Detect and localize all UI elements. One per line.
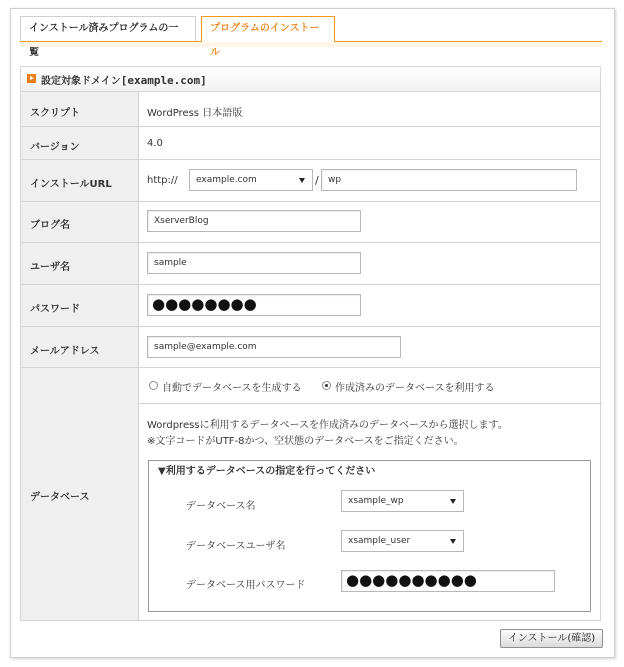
script-label: スクリプト <box>30 108 80 119</box>
tab-install-program[interactable]: プログラムのインストール <box>201 16 335 42</box>
row-divider <box>21 242 600 243</box>
radio-auto-create[interactable] <box>149 381 158 390</box>
domain-value: [example.com] <box>120 74 207 87</box>
version-value: 4.0 <box>147 138 163 149</box>
db-password-input[interactable]: ●●●●●●●●●● <box>341 570 555 592</box>
arrow-bullet-icon <box>27 74 36 83</box>
url-domain-select[interactable] <box>189 169 313 191</box>
dropdown-arrow-icon <box>450 539 456 544</box>
install-confirm-button[interactable]: インストール(確認) <box>500 629 603 648</box>
url-prefix: http:// <box>147 175 178 186</box>
dropdown-arrow-icon <box>299 178 305 183</box>
version-label: バージョン <box>30 142 80 153</box>
db-name-label: データベース名 <box>186 501 256 512</box>
blog-name-label: ブログ名 <box>30 220 70 231</box>
db-fieldset-legend: ▼利用するデータベースの指定を行ってください <box>156 462 377 477</box>
row-divider <box>21 284 600 285</box>
db-name-select[interactable] <box>341 490 464 512</box>
password-input[interactable]: ●●●●●●●● <box>147 294 361 316</box>
row-divider <box>21 367 600 368</box>
password-label: パスワード <box>30 304 80 315</box>
url-separator: / <box>315 174 319 187</box>
database-label: データベース <box>30 492 90 503</box>
radio-use-existing-label: 作成済みのデータベースを利用する <box>335 383 495 394</box>
domain-header-text <box>41 72 207 87</box>
script-value: WordPress 日本語版 <box>147 108 243 119</box>
install-url-label: インストールURL <box>30 179 112 190</box>
db-radio-divider <box>138 403 602 404</box>
tab-underline-gap <box>202 41 334 42</box>
row-divider <box>21 326 600 327</box>
blog-name-input[interactable]: XserverBlog <box>147 210 361 232</box>
row-divider <box>21 201 600 202</box>
domain-header <box>20 66 601 92</box>
db-description-1: Wordpressに利用するデータベースを作成済みのデータベースから選択します。 <box>147 420 508 431</box>
email-input[interactable]: sample@example.com <box>147 336 401 358</box>
db-user-label: データベースユーザ名 <box>186 541 286 552</box>
settings-table <box>20 92 601 621</box>
radio-use-existing[interactable] <box>322 381 331 390</box>
db-user-value: xsample_user <box>348 536 411 546</box>
radio-auto-create-label: 自動でデータベースを生成する <box>162 383 302 394</box>
url-path-input[interactable]: wp <box>321 169 577 191</box>
row-divider <box>21 159 600 160</box>
tab-installed-programs[interactable]: インストール済みプログラムの一覧 <box>20 16 196 42</box>
row-divider <box>21 126 600 127</box>
username-input[interactable]: sample <box>147 252 361 274</box>
domain-label: 設定対象ドメイン <box>41 76 121 87</box>
db-name-value: xsample_wp <box>348 496 404 506</box>
url-domain-value: example.com <box>196 175 257 185</box>
db-description-2: ※文字コードがUTF-8かつ、空状態のデータベースをご指定ください。 <box>147 436 464 447</box>
username-label: ユーザ名 <box>30 262 70 273</box>
db-password-label: データベース用パスワード <box>186 580 306 591</box>
dropdown-arrow-icon <box>450 499 456 504</box>
email-label: メールアドレス <box>30 346 100 357</box>
db-user-select[interactable] <box>341 530 464 552</box>
